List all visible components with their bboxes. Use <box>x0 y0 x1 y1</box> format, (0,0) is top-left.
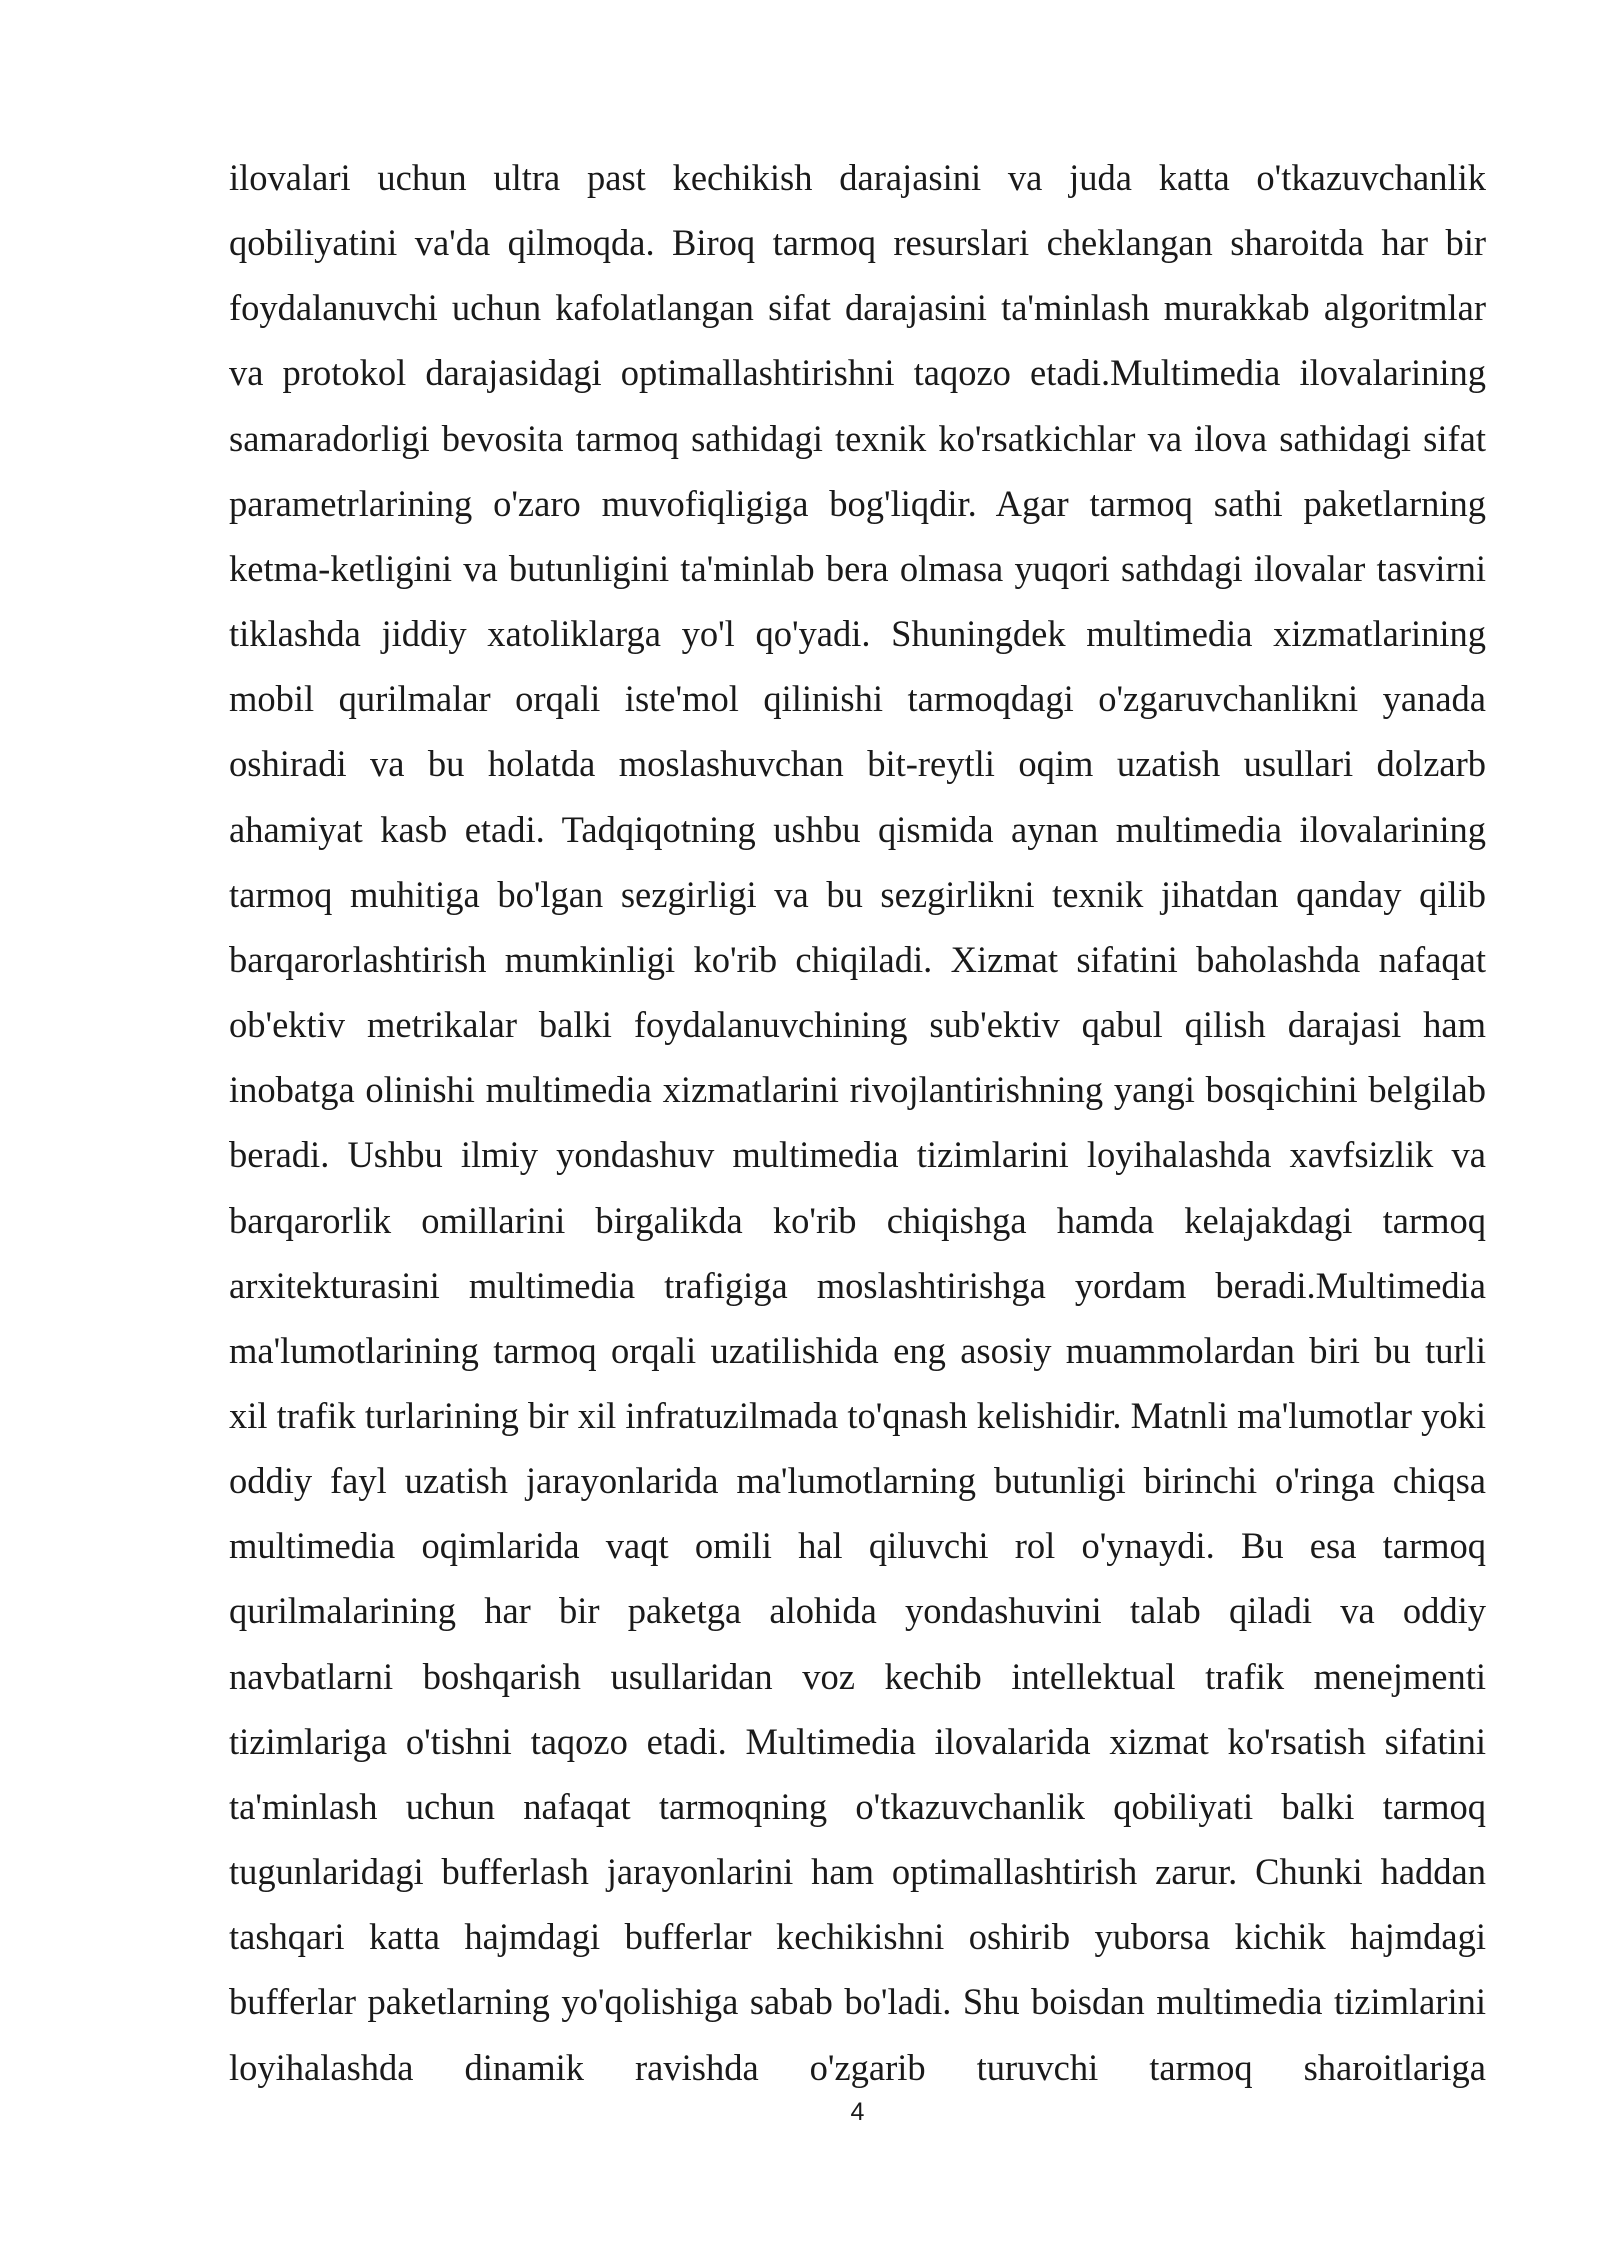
body-paragraph: ilovalari uchun ultra past kechikish darajasini va juda katta o'tkazuvchanlik qobiliyatini va'da qilmoqda. Biroq tarmoq resurslari cheklangan sharoitda har bir foydalanuvchi uchun kafolatlangan sifat darajasini ta'minlash murakkab algoritmlar va protokol darajasidagi optimallashtirishni taqozo etadi.Multimedia ilovalarining samaradorligi bevosita tarmoq sathidagi texnik ko'rsatkichlar va ilova sathidagi sifat parametrlarining o'zaro muvofiqligiga bog'liqdir. Agar tarmoq sathi paketlarning ketma-ketligini va butunligini ta'minlab bera olmasa yuqori sathdagi ilovalar tasvirni tiklashda jiddiy xatoliklarga yo'l qo'yadi. Shuningdek multimedia xizmatlarining mobil qurilmalar orqali iste'mol qilinishi tarmoqdagi o'zgaruvchanlikni yanada oshiradi va bu holatda moslashuvchan bit-reytli oqim uzatish usullari dolzarb ahamiyat kasb etadi. Tadqiqotning ushbu qismida aynan multimedia ilovalarining tarmoq muhitiga bo'lgan sezgirligi va bu sezgirlikni texnik jihatdan qanday qilib barqarorlashtirish mumkinligi ko'rib chiqiladi. Xizmat sifatini baholashda nafaqat ob'ektiv metrikalar balki foydalanuvchining sub'ektiv qabul qilish darajasi ham inobatga olinishi multimedia xizmatlarini rivojlantirishning yangi bosqichini belgilab beradi. Ushbu ilmiy yondashuv multimedia tizimlarini loyihalashda xavfsizlik va barqarorlik omillarini birgalikda ko'rib chiqishga hamda kelajakdagi tarmoq arxitekturasini multimedia trafigiga moslashtirishga yordam beradi.Multimedia ma'lumotlarining tarmoq orqali uzatilishida eng asosiy muammolardan biri bu turli xil trafik turlarining bir xil infratuzilmada to'qnash kelishidir. Matnli ma'lumotlar yoki oddiy fayl uzatish jarayonlarida ma'lumotlarning butunligi birinchi o'ringa chiqsa multimedia oqimlarida vaqt omili hal qiluvchi rol o'ynaydi. Bu esa tarmoq qurilmalarining har bir paketga alohida yondashuvini talab qiladi va oddiy navbatlarni boshqarish usullaridan voz kechib intellektual trafik menejmenti tizimlariga o'tishni taqozo etadi. Multimedia ilovalarida xizmat ko'rsatish sifatini ta'minlash uchun nafaqat tarmoqning o'tkazuvchanlik qobiliyati balki tarmoq tugunlaridagi bufferlash jarayonlarini ham optimallashtirish zarur. Chunki haddan tashqari katta hajmdagi bufferlar kechikishni oshirib yuborsa kichik hajmdagi bufferlar paketlarning yo'qolishiga sabab bo'ladi. Shu boisdan multimedia tizimlarini loyihalashda dinamik ravishda o'zgarib turuvchi tarmoq sharoitlariga <box>229 157 1486 2088</box>
page-number: 4 <box>850 2098 865 2126</box>
